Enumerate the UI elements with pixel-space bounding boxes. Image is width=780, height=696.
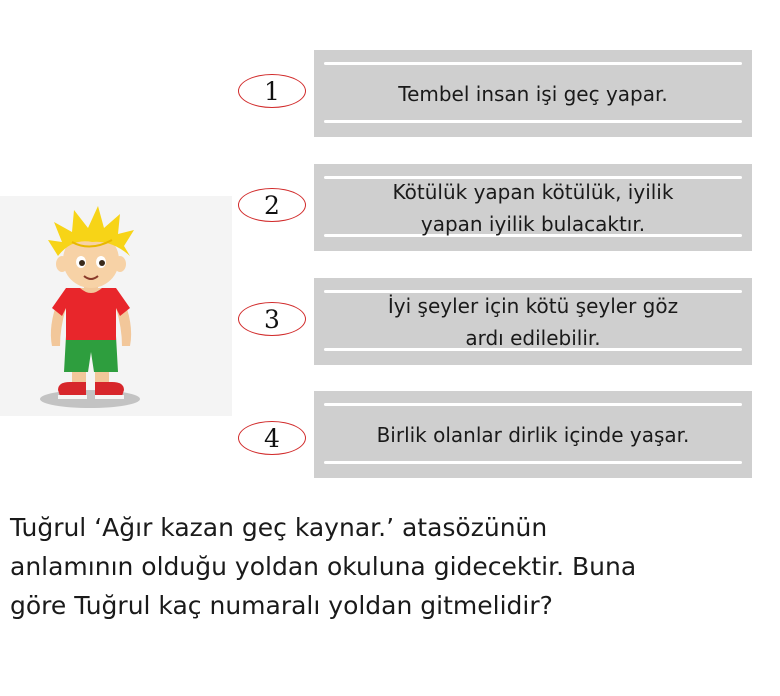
road-2[interactable] xyxy=(314,164,752,251)
road-text-2: Kötülük yapan kötülük, iyilik yapan iyilik bulacaktır. xyxy=(392,179,674,236)
road-row-2 xyxy=(0,164,780,256)
road-4[interactable] xyxy=(314,391,752,478)
road-number-4[interactable]: 4 xyxy=(238,421,306,455)
road-number-3[interactable]: 3 xyxy=(238,302,306,336)
road-text-4: Birlik olanlar dirlik içinde yaşar. xyxy=(376,422,690,447)
road-number-2[interactable]: 2 xyxy=(238,188,306,222)
road-number-1[interactable]: 1 xyxy=(238,74,306,108)
road-3[interactable] xyxy=(314,278,752,365)
road-row-3 xyxy=(0,278,780,370)
road-row-4 xyxy=(0,391,780,483)
road-row-1 xyxy=(0,50,780,142)
road-text-3: İyi şeyler için kötü şeyler göz ardı edilebilir. xyxy=(387,293,679,350)
question-text: Tuğrul ‘Ağır kazan geç kaynar.’ atasözünün anlamının olduğu yoldan okuluna gidecektir. Buna göre Tuğrul kaç numaralı yoldan gitmelidir? xyxy=(10,513,637,620)
road-text-1: Tembel insan işi geç yapar. xyxy=(398,81,668,106)
road-1[interactable] xyxy=(314,50,752,137)
